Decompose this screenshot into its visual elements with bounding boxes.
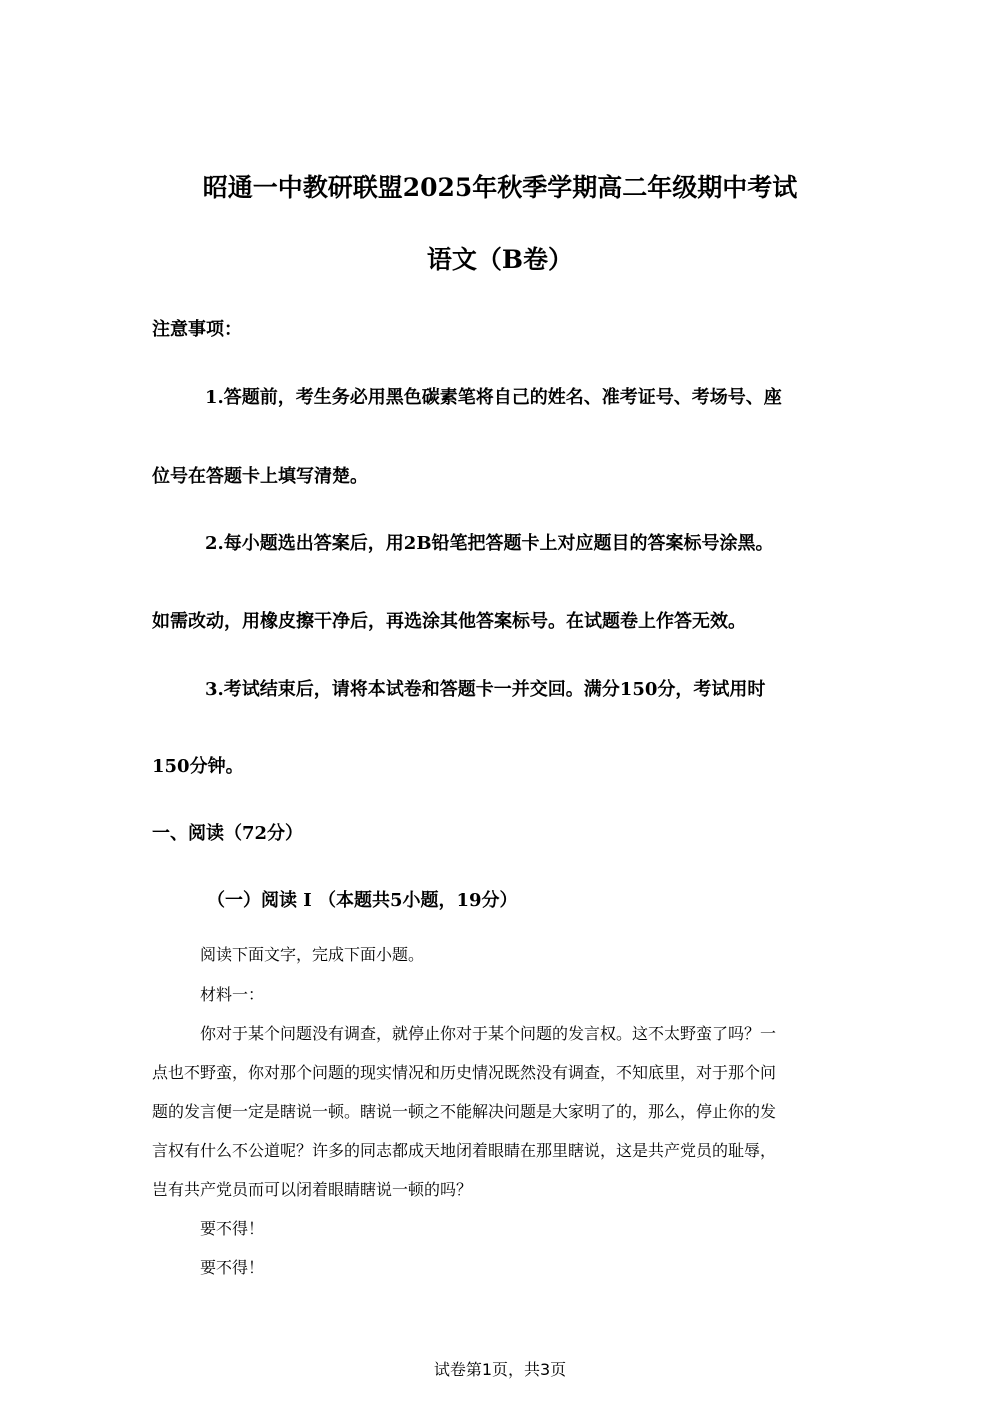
note-item-1-line-1: 1.答题前，考生务必用黑色碳素笔将自己的姓名、准考证号、考场号、座 xyxy=(205,387,782,408)
passage-line: 点也不野蛮，你对那个问题的现实情况和历史情况既然没有调查，不知底里，对于那个问 xyxy=(152,1063,777,1082)
page-footer: 试卷第1页，共3页 xyxy=(433,1360,567,1379)
passage-line: 岂有共产党员而可以闭着眼睛瞎说一顿的吗？ xyxy=(152,1180,473,1199)
notes-heading: 注意事项： xyxy=(152,319,242,340)
note-item-2-line-2: 如需改动，用橡皮擦干净后，再选涂其他答案标号。在试题卷上作答无效。 xyxy=(152,611,746,632)
subject-title: 语文（B卷） xyxy=(426,245,574,274)
passage-line: 言权有什么不公道呢？许多的同志都成天地闭着眼睛在那里瞎说，这是共产党员的耻辱， xyxy=(152,1141,777,1160)
passage-line: 题的发言便一定是瞎说一顿。瞎说一顿之不能解决问题是大家明了的，那么，停止你的发 xyxy=(152,1102,777,1121)
note-item-2-line-1: 2.每小题选出答案后，用2B铅笔把答题卡上对应题目的答案标号涂黑。 xyxy=(205,533,774,554)
passage-line: 你对于某个问题没有调查，就停止你对于某个问题的发言权。这不太野蛮了吗？一 xyxy=(200,1024,777,1043)
exclamation-line: 要不得！ xyxy=(200,1258,265,1277)
note-item-3-line-2: 150分钟。 xyxy=(152,756,244,777)
section-heading: 一、阅读（72分） xyxy=(152,823,304,844)
exam-title: 昭通一中教研联盟2025年秋季学期高二年级期中考试 xyxy=(202,173,798,202)
note-item-1-line-2: 位号在答题卡上填写清楚。 xyxy=(152,466,368,487)
passage-instruction: 阅读下面文字，完成下面小题。 xyxy=(200,945,425,964)
note-item-3-line-1: 3.考试结束后，请将本试卷和答题卡一并交回。满分150分，考试用时 xyxy=(205,679,766,700)
material-label: 材料一： xyxy=(200,985,265,1004)
exclamation-line: 要不得！ xyxy=(200,1219,265,1238)
subsection-heading: （一）阅读 I （本题共5小题，19分） xyxy=(207,890,518,911)
